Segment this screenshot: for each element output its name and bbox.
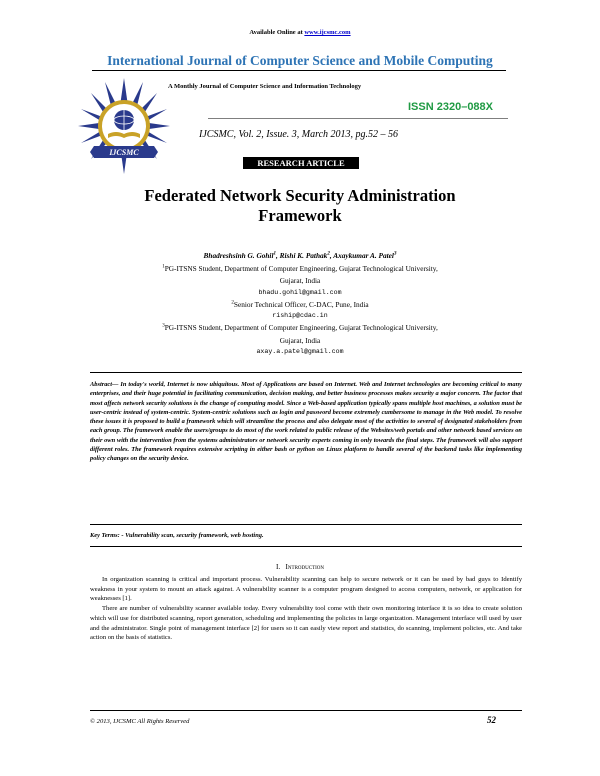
author-sup-2: 2: [327, 251, 330, 257]
introduction-paragraph-1: In organization scanning is critical and important process. Vulnerability scanning can help to secure network or it can be used by bad guys to Identify weakness in your system to mount an attack against. A vulnerability scanner is a computer program designed to access computers, network, or application for weaknesses [1].: [90, 576, 522, 603]
footer-rule: [90, 710, 522, 711]
affiliation-1-line-2: Gujarat, India: [279, 276, 321, 285]
affiliation-3: [0, 323, 600, 334]
issn-number: ISSN 2320–088X: [408, 101, 494, 113]
author-separator-2: ,: [329, 251, 334, 260]
abstract-top-rule: [90, 372, 522, 373]
author-separator-1: ,: [276, 251, 280, 260]
affiliation-sup-1: 1: [162, 264, 165, 270]
key-terms: Key Terms: - Vulnerability scan, security framework, web hosting.: [90, 532, 264, 539]
copyright-notice: © 2013, IJCSMC All Rights Reserved: [90, 718, 190, 725]
author-name-2: Rishi K. Pathak: [279, 251, 328, 260]
abstract-text: Abstract— In today's world, Internet is now ubiquitous. Most of Applications are based on Internet. Web and Internet technologies are becoming critical to many enterprises, and their huge potential in facilitating communication, decision making, and better business processes makes security a major concern. The factor that most affects network security solutions is the change of computing model. Since a Web-based application typically spans multiple host machines, a solution must be user-centric instead of system-centric. System-centric solutions such as login and password become extremely cumbersome to manage in the Web model. To resolve these issues it is proposed to build a framework which will streamline the process and also delegate most of the activities to several of designated stakeholders from each group. The framework enable the users/groups to do most of the work related to public release of the Websites/web portals and other network based services on their own with the intervention from the systems administrators or network security experts coming in only towards the final steps. The framework will also support different roles. The framework requires extensive scripting in either bash or python on Linux platform to handle several of the backend tasks like implementing policy changes on the security device.: [90, 381, 522, 463]
paper-title-line-2: Framework: [258, 206, 342, 225]
section-heading: [0, 563, 600, 571]
issn-rule: [208, 118, 508, 119]
journal-title: International Journal of Computer Science and Mobile Computing: [107, 53, 493, 68]
page-number: 52: [487, 715, 496, 725]
journal-website-link[interactable]: www.ijcsmc.com: [304, 29, 351, 36]
affiliation-1-line-1: PG-ITSNS Student, Department of Computer Engineering, Gujarat Technological University,: [164, 264, 438, 273]
affiliation-3-line-1: PG-ITSNS Student, Department of Computer Engineering, Gujarat Technological University,: [164, 323, 438, 332]
journal-logo: [76, 76, 172, 176]
author-email-2: riship@cdac.in: [272, 312, 328, 319]
affiliation-sup-2: 2: [231, 300, 234, 306]
affiliation-1: [0, 264, 600, 275]
author-sup-1: 1: [273, 251, 276, 257]
author-list: [0, 251, 600, 262]
journal-subtitle: A Monthly Journal of Computer Science and Information Technology: [168, 83, 362, 90]
section-number: I.: [275, 563, 281, 571]
paper-title-line-1: Federated Network Security Administration: [144, 186, 456, 205]
available-online-line: [0, 29, 600, 36]
author-email-3: axay.a.patel@gmail.com: [256, 348, 344, 355]
affiliation-3-line-2: Gujarat, India: [279, 336, 321, 345]
author-sup-3: 3: [393, 251, 397, 257]
author-email-1: bhadu.gohil@gmail.com: [258, 289, 342, 296]
author-name-1: Bhadreshsinh G. Gohil: [203, 251, 274, 260]
available-prefix: Available Online at: [249, 29, 305, 36]
journal-title-rule: [92, 70, 506, 71]
author-name-3: Axaykumar A. Patel: [333, 251, 394, 260]
abstract-bottom-rule: [90, 524, 522, 525]
issue-citation: IJCSMC, Vol. 2, Issue. 3, March 2013, pg.52 – 56: [199, 129, 399, 140]
affiliation-2-text: Senior Technical Officer, C-DAC, Pune, India: [233, 300, 369, 309]
affiliation-2: [0, 300, 600, 311]
introduction-paragraph-2: There are number of vulnerability scanner available today. Every vulnerability tool come with their own monitoring interface it is so idea to create solution which will use for distributed scanning, report generation, scheduling and implementing the policies in large organization. Management interface will used by user and the administrator. Single point of management interface [2] for users so it can easily view report and statistics, do scanning, implement policies, etc. And take action on the basis of statistics.: [90, 605, 522, 642]
section-title: Introduction: [285, 563, 325, 571]
paper-title: [0, 186, 600, 226]
article-type-label: RESEARCH ARTICLE: [243, 157, 359, 169]
logo-text: IJCSMC: [109, 148, 139, 157]
key-terms-rule: [90, 546, 522, 547]
journal-logo-graphic: [76, 76, 172, 176]
introduction-body: [90, 575, 522, 643]
affiliation-sup-3: 3: [162, 323, 165, 329]
